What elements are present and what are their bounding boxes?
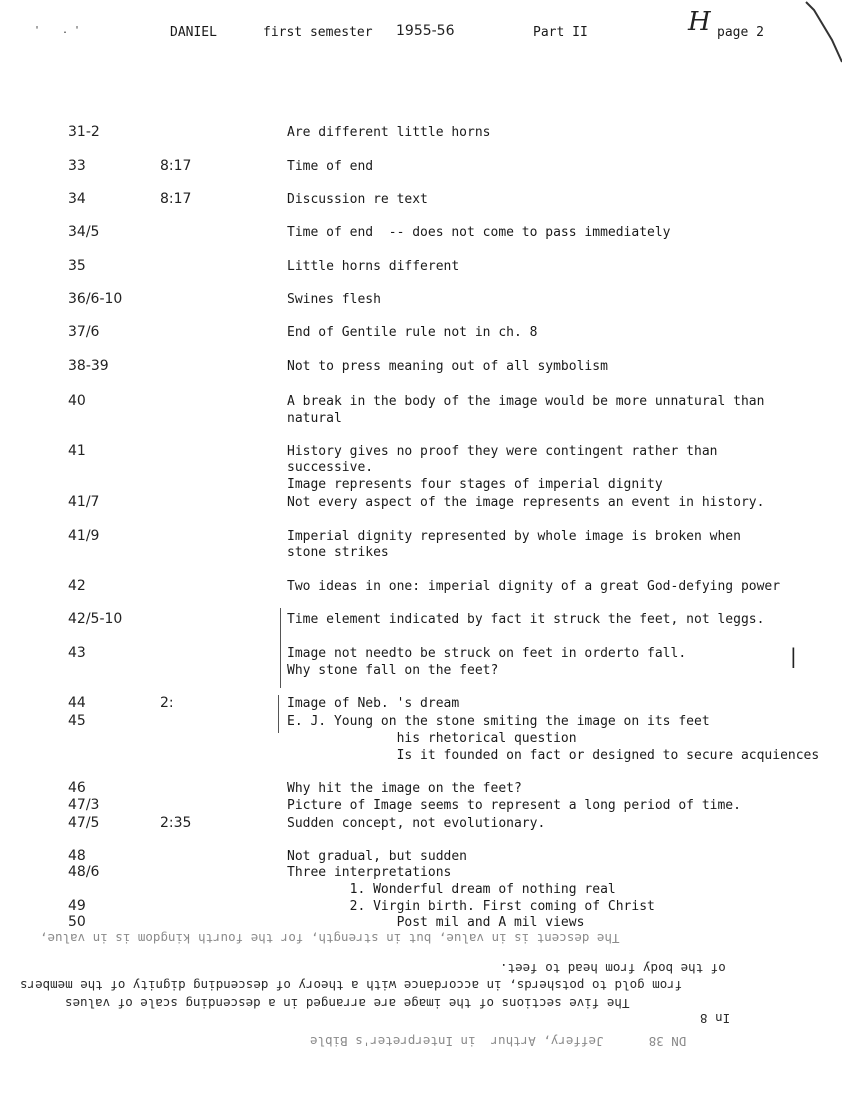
margin-bracket [280,608,281,688]
row-verse: 2: [160,695,174,711]
row-ref: 42/5-10 [68,611,123,627]
row-ref: 45 [68,713,86,729]
row-ref: 48 [68,848,86,864]
row-verse: 8:17 [160,158,192,174]
stray-mark: ' [34,25,41,36]
row-ref: 48/6 [68,864,100,880]
row-text: E. J. Young on the stone smiting the image on its feet [287,714,710,729]
row-ref: 46 [68,780,86,796]
row-ref: 41 [68,443,86,459]
year-label: 1955-56 [396,23,455,39]
row-text: Are different little horns [287,125,491,140]
bleed-line: of the body from head to feet. [500,961,726,976]
row-ref: 43 [68,645,86,661]
row-ref: 37/6 [68,324,100,340]
row-text: his rhetorical question [287,731,577,746]
row-ref: 47/5 [68,815,100,831]
handwritten-mark: H [688,7,711,37]
bleed-line: DN 38 Jeffery, Arthur in Interpreter's Bible [310,1034,687,1049]
row-verse: 2:35 [160,815,192,831]
row-text: Is it founded on fact or designed to secure acquiences [287,748,820,763]
row-ref: 38-39 [68,358,109,374]
row-text: History gives no proof they were contingent rather than [287,444,718,459]
row-text: Not every aspect of the image represents an event in history. [287,495,765,510]
bleed-line: The five sections of the image are arranged in a descending scale of values [65,996,630,1011]
row-text: Not to press meaning out of all symbolism [287,359,608,374]
page-number: page 2 [717,25,764,40]
row-ref: 44 [68,695,86,711]
doc-title: DANIEL [170,25,217,40]
row-text: Image represents four stages of imperial dignity [287,477,663,492]
row-text: Time of end [287,159,374,174]
row-text: Post mil and A mil views [287,915,585,930]
stray-mark: . ' [62,25,81,36]
row-ref: 41/7 [68,494,100,510]
row-ref: 36/6-10 [68,291,123,307]
row-text: Why stone fall on the feet? [287,663,499,678]
row-text: Picture of Image seems to represent a long period of time. [287,798,741,813]
row-text: Not gradual, but sudden [287,849,468,864]
row-ref: 34/5 [68,224,100,240]
bleed-line: from gold to potsherds, in accordance with a theory of descending dignity of the members [20,978,683,993]
row-text: Image not needto be struck on feet in orderto fall. [287,646,687,661]
row-text: Swines flesh [287,292,381,307]
row-text: A break in the body of the image would be more unnatural than [287,394,765,409]
row-text: 1. Wonderful dream of nothing real [287,882,616,897]
page-corner-fold [802,0,842,70]
row-ref: 35 [68,258,86,274]
row-ref: 41/9 [68,528,100,544]
row-text: Time element indicated by fact it struck the feet, not leggs. [287,612,765,627]
row-text: successive. [287,460,374,475]
row-ref: 31-2 [68,124,100,140]
bleed-line: The descent is in value, but in strength, for the fourth kingdom is in value, [40,931,620,946]
row-ref: 40 [68,393,86,409]
part-label: Part II [533,25,588,40]
row-text: Discussion re text [287,192,428,207]
row-text: Imperial dignity represented by whole image is broken when [287,529,741,544]
row-text: Why hit the image on the feet? [287,781,522,796]
row-text: Two ideas in one: imperial dignity of a great God-defying power [287,579,781,594]
row-text: Image of Neb. 's dream [287,696,460,711]
margin-mark: | [790,644,797,668]
row-text: End of Gentile rule not in ch. 8 [287,325,538,340]
row-text: stone strikes [287,545,389,560]
row-ref: 42 [68,578,86,594]
semester-label: first semester [263,25,373,40]
row-text: Little horns different [287,259,460,274]
row-ref: 49 [68,898,86,914]
row-text: Sudden concept, not evolutionary. [287,816,546,831]
row-ref: 33 [68,158,86,174]
row-text: Three interpretations [287,865,452,880]
row-text: 2. Virgin birth. First coming of Christ [287,899,655,914]
row-ref: 34 [68,191,86,207]
row-text: natural [287,411,342,426]
row-ref: 47/3 [68,797,100,813]
bleed-line: In 8 [700,1011,731,1026]
row-verse: 8:17 [160,191,192,207]
row-text: Time of end -- does not come to pass immediately [287,225,671,240]
row-ref: 50 [68,914,86,930]
margin-bracket [278,695,279,733]
